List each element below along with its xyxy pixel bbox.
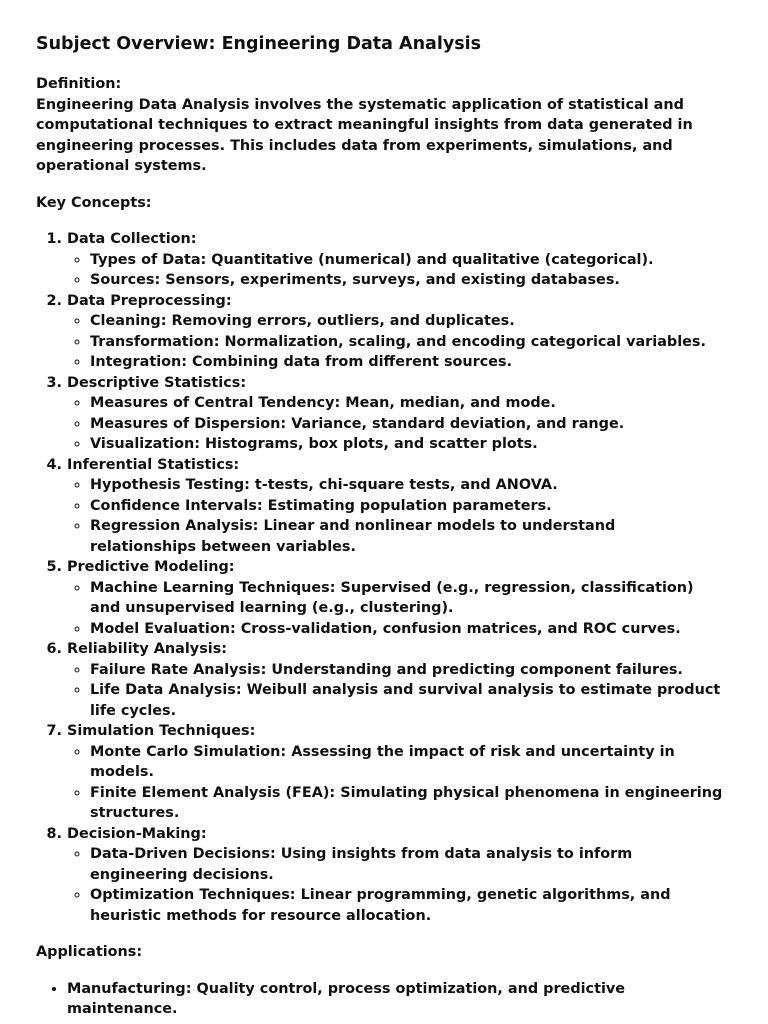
concept-label: Data Preprocessing: — [67, 292, 232, 309]
key-concepts-list — [36, 229, 726, 926]
concept-label: Predictive Modeling: — [67, 559, 235, 575]
concept-subitem: ◦ Confidence Intervals: Estimating population parameters. — [90, 496, 726, 517]
concept-item — [67, 721, 726, 824]
concept-subitem: ◦ Data-Driven Decisions: Using insights from data analysis to inform engineering decisions. — [90, 844, 726, 885]
concept-sublist — [67, 660, 726, 722]
concept-subitem: ◦ Monte Carlo Simulation: Assessing the impact of risk and uncertainty in models. — [90, 742, 726, 783]
concept-label: Descriptive Statistics: — [67, 374, 247, 391]
concept-subitem: ◦ Integration: Combining data from different sources. — [90, 352, 726, 373]
concept-sublist — [67, 578, 726, 640]
concept-subitem: ◦ Transformation: Normalization, scaling, and encoding categorical variables. — [90, 332, 726, 353]
concept-subitem: ◦ Measures of Dispersion: Variance, standard deviation, and range. — [90, 414, 726, 435]
document-title: Subject Overview: Engineering Data Analysis — [36, 34, 482, 54]
concept-label: Reliability Analysis: — [67, 641, 228, 657]
concept-subitem: ◦ Machine Learning Techniques: Supervised (e.g., regression, classification) and unsupervised learning (e.g., clustering). — [90, 578, 726, 619]
definition-text: Engineering Data Analysis involves the systematic application of statistical and computational techniques to extract meaningful insights from data generated in engineering processes. This includes data from experiments, simulations, and operational systems. — [36, 96, 693, 174]
concept-subitem: ◦ Hypothesis Testing: t-tests, chi-square tests, and ANOVA. — [90, 475, 726, 496]
definition-label: Definition: — [36, 76, 122, 92]
concept-subitem: ◦ Finite Element Analysis (FEA): Simulating physical phenomena in engineering structures. — [90, 783, 726, 824]
concept-label: Simulation Techniques: — [67, 723, 256, 739]
concept-subitem: ◦ Optimization Techniques: Linear programming, genetic algorithms, and heuristic methods for resource allocation. — [90, 885, 726, 926]
concept-label: Data Collection: — [67, 231, 197, 247]
concept-subitem: ◦ Visualization: Histograms, box plots, and scatter plots. — [90, 434, 726, 455]
concept-label: Inferential Statistics: — [67, 456, 240, 473]
concept-subitem: ◦ Measures of Central Tendency: Mean, median, and mode. — [90, 393, 726, 414]
concept-item — [67, 373, 726, 455]
concept-item — [67, 557, 726, 639]
concept-sublist — [67, 250, 726, 291]
concept-sublist — [67, 844, 726, 926]
applications-label: Applications: — [36, 944, 143, 960]
concept-subitem: ◦ Model Evaluation: Cross-validation, confusion matrices, and ROC curves. — [90, 619, 726, 640]
concept-item — [67, 824, 726, 927]
concept-subitem: ◦ Sources: Sensors, experiments, surveys, and existing databases. — [90, 270, 726, 291]
concept-sublist — [67, 742, 726, 824]
concept-sublist — [67, 311, 726, 373]
concept-label: Decision-Making: — [67, 825, 207, 842]
document-page — [36, 30, 726, 1020]
concept-item — [67, 455, 726, 558]
concept-subitem: ◦ Types of Data: Quantitative (numerical) and qualitative (categorical). — [90, 250, 726, 271]
concept-item — [67, 639, 726, 721]
concept-subitem: ◦ Cleaning: Removing errors, outliers, and duplicates. — [90, 311, 726, 332]
concept-subitem: ◦ Life Data Analysis: Weibull analysis and survival analysis to estimate product life cycles. — [90, 680, 726, 721]
applications-list — [36, 979, 726, 1020]
concept-item — [67, 229, 726, 291]
concept-subitem: ◦ Regression Analysis: Linear and nonlinear models to understand relationships between variables. — [90, 516, 726, 557]
concept-sublist — [67, 475, 726, 557]
application-item: • Manufacturing: Quality control, process optimization, and predictive maintenance. — [67, 979, 726, 1020]
concept-sublist — [67, 393, 726, 455]
concept-subitem: ◦ Failure Rate Analysis: Understanding and predicting component failures. — [90, 660, 726, 681]
concept-item — [67, 291, 726, 373]
key-concepts-label: Key Concepts: — [36, 194, 152, 211]
